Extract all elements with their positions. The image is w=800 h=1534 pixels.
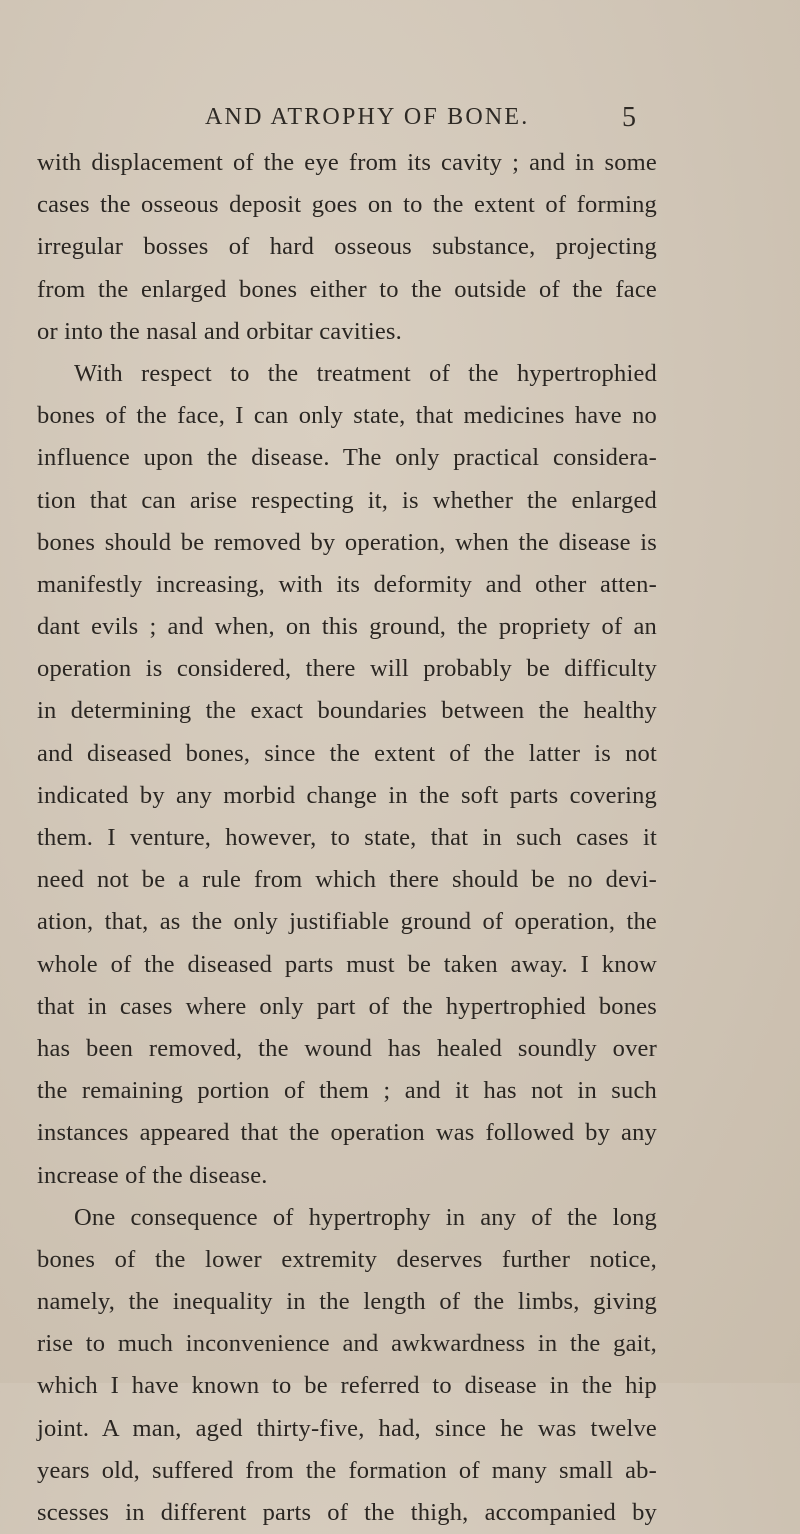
- text-line: which I have known to be referred to disease in the hip: [37, 1372, 657, 1400]
- text-line: manifestly increasing, with its deformity and other atten-: [37, 570, 657, 598]
- text-line: dant evils ; and when, on this ground, the propriety of an: [37, 613, 657, 641]
- text-line: the remaining portion of them ; and it has not in such: [37, 1077, 657, 1105]
- text-line: One consequence of hypertrophy in any of the long: [74, 1203, 657, 1231]
- page-number: 5: [622, 102, 636, 133]
- text-line: joint. A man, aged thirty-five, had, since he was twelve: [37, 1414, 657, 1442]
- body-text: [37, 142, 657, 1534]
- text-line: bones of the face, I can only state, that medicines have no: [37, 402, 657, 430]
- text-line: bones of the lower extremity deserves further notice,: [37, 1245, 657, 1273]
- text-line: them. I venture, however, to state, that in such cases it: [37, 824, 657, 851]
- text-line: indicated by any morbid change in the soft parts covering: [37, 781, 657, 809]
- text-line: increase of the disease.: [37, 1161, 268, 1189]
- text-line: scesses in different parts of the thigh, accompanied by: [37, 1499, 657, 1526]
- running-title: AND ATROPHY OF BONE.: [205, 104, 530, 130]
- text-line: with displacement of the eye from its cavity ; and in some: [37, 149, 657, 176]
- text-line: ation, that, as the only justifiable ground of operation, the: [37, 908, 657, 936]
- text-line: or into the nasal and orbitar cavities.: [37, 317, 402, 345]
- text-line: need not be a rule from which there should be no devi-: [37, 866, 657, 894]
- text-line: whole of the diseased parts must be taken away. I know: [37, 950, 657, 978]
- text-line: years old, suffered from the formation of many small ab-: [37, 1456, 657, 1484]
- text-line: instances appeared that the operation was followed by any: [37, 1119, 657, 1147]
- text-line: operation is considered, there will probably be difficulty: [37, 655, 657, 683]
- text-line: influence upon the disease. The only practical considera-: [37, 444, 657, 472]
- text-line: bones should be removed by operation, when the disease is: [37, 528, 657, 556]
- text-line: and diseased bones, since the extent of the latter is not: [37, 739, 657, 767]
- text-line: in determining the exact boundaries between the healthy: [37, 697, 657, 725]
- text-line: that in cases where only part of the hypertrophied bones: [37, 992, 657, 1020]
- text-line: namely, the inequality in the length of the limbs, giving: [37, 1288, 657, 1316]
- text-line: from the enlarged bones either to the outside of the face: [37, 275, 657, 303]
- text-line: irregular bosses of hard osseous substance, projecting: [37, 233, 657, 261]
- text-line: tion that can arise respecting it, is whether the enlarged: [37, 486, 657, 514]
- text-line: cases the osseous deposit goes on to the extent of forming: [37, 191, 657, 219]
- text-line: With respect to the treatment of the hypertrophied: [74, 359, 657, 387]
- text-line: rise to much inconvenience and awkwardness in the gait,: [37, 1330, 657, 1358]
- running-head: [0, 104, 800, 136]
- text-line: has been removed, the wound has healed soundly over: [37, 1034, 657, 1062]
